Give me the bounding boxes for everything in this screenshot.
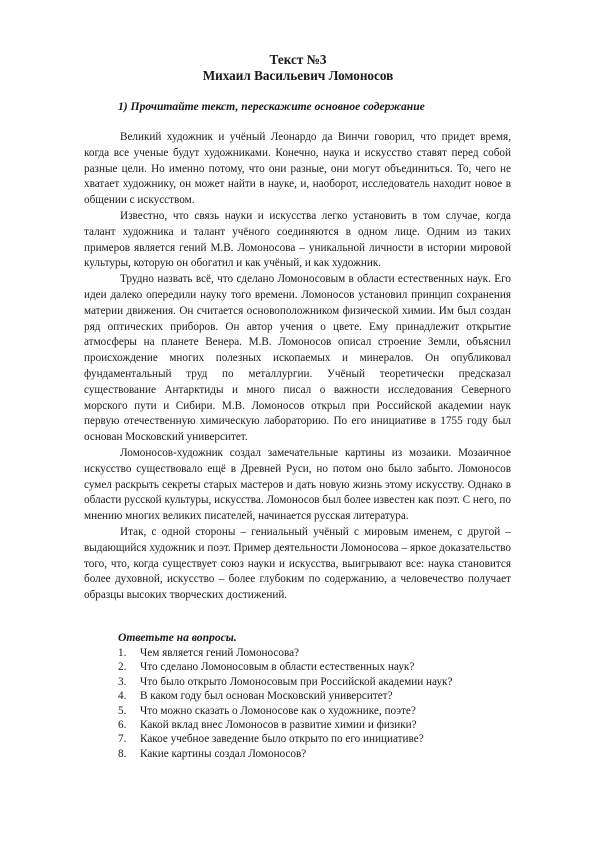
question-number: 3. [118, 675, 127, 688]
question-number: 2. [118, 661, 127, 674]
paragraph: Ломоносов-художник создал замечательные картины из мозаики. Мозаичное искусство существовало ещё в Древней Руси, но потом оно было забыто. Ломоносов сумел раскрыть секреты старых мастеров и дать новую жизнь этому искусству. Однако в области русской культуры, искусства. Ломоносов был более известен как поэт. С него, по мнению многих великих писателей, начинается русская литература. [84, 446, 511, 523]
question-text: Какое учебное заведение было открыто по его инициативе? [140, 733, 424, 746]
questions-list [118, 646, 518, 761]
question-number: 4. [118, 690, 127, 703]
question-text: Что сделано Ломоносовым в области естественных наук? [140, 661, 415, 674]
paragraph: Известно, что связь науки и искусства легко установить в том случае, когда талант художника и талант учёного соединяются в одном лице. Одним из таких примеров является гений М.В. Ломоносова – уникальной личности в истории мировой культуры, которую он обогатил и как учёный, и как художник. [84, 209, 511, 270]
question-text: Какой вклад внес Ломоносов в развитие химии и физики? [140, 719, 417, 732]
question-text: Какие картины создал Ломоносов? [140, 747, 307, 760]
question-item [118, 718, 518, 732]
question-number: 5. [118, 704, 127, 717]
question-number: 8. [118, 747, 127, 760]
question-item [118, 732, 518, 746]
question-item [118, 660, 518, 674]
question-item [118, 646, 518, 660]
questions-heading: Ответьте на вопросы. [118, 631, 237, 644]
question-text: Чем является гений Ломоносова? [140, 647, 300, 659]
question-text: Что можно сказать о Ломоносове как о художнике, поэте? [140, 704, 416, 717]
question-item [118, 747, 518, 761]
question-number: 6. [118, 719, 127, 732]
task-instruction: 1) Прочитайте текст, перескажите основное содержание [118, 100, 425, 113]
paragraph: Итак, с одной стороны – гениальный учёный с мировым именем, с другой – выдающийся художник и поэт. Пример деятельности Ломоносова – яркое доказательство того, что, когда существует союз науки и искусства, выигрывают все: наука становится более духовной, искусство – более глубоким по содержанию, а человечество получает образцы высоких творческих достижений. [84, 525, 511, 602]
paragraph: Трудно назвать всё, что сделано Ломоносовым в области естественных наук. Его идеи далеко опередили науку того времени. Ломоносов установил принцип сохранения материи движения. Он считается основоположником физической химии. Им был создан ряд оптических приборов. Он автор учения о цвете. Ему принадлежит открытие атмосферы на планете Венера. М.В. Ломоносов описал строение Земли, объяснил происхождение многих полезных ископаемых и минералов. Он опубликовал фундаментальный труд по металлургии. Учёный теоретически предсказал существование Антарктиды и много писал о важности исследования Северного морского пути и Сибири. М.В. Ломоносов открыл при Российской академии наук первую отечественную химическую лабораторию. По его инициативе в 1755 году был основан Московский университет. [84, 273, 511, 444]
question-item [118, 675, 518, 689]
question-number: 7. [118, 733, 127, 746]
question-text: В каком году был основан Московский университет? [140, 690, 393, 703]
question-text: Что было открыто Ломоносовым при Российской академии наук? [140, 675, 453, 688]
question-item [118, 704, 518, 718]
text-number-title: Текст №3 [269, 52, 327, 67]
author-title: Михаил Васильевич Ломоносов [202, 68, 394, 83]
paragraph: Великий художник и учёный Леонардо да Винчи говорил, что придет время, когда все ученые будут художниками. Конечно, наука и искусство ставят перед собой разные цели. Но именно потому, что они разные, они могут объединиться. То, чего не хватает художнику, он может найти в науке, и, наоборот, исследователь находит новое в общении с искусством. [84, 131, 511, 207]
question-number: 1. [118, 647, 127, 659]
question-item [118, 689, 518, 703]
reading-text [84, 130, 511, 604]
